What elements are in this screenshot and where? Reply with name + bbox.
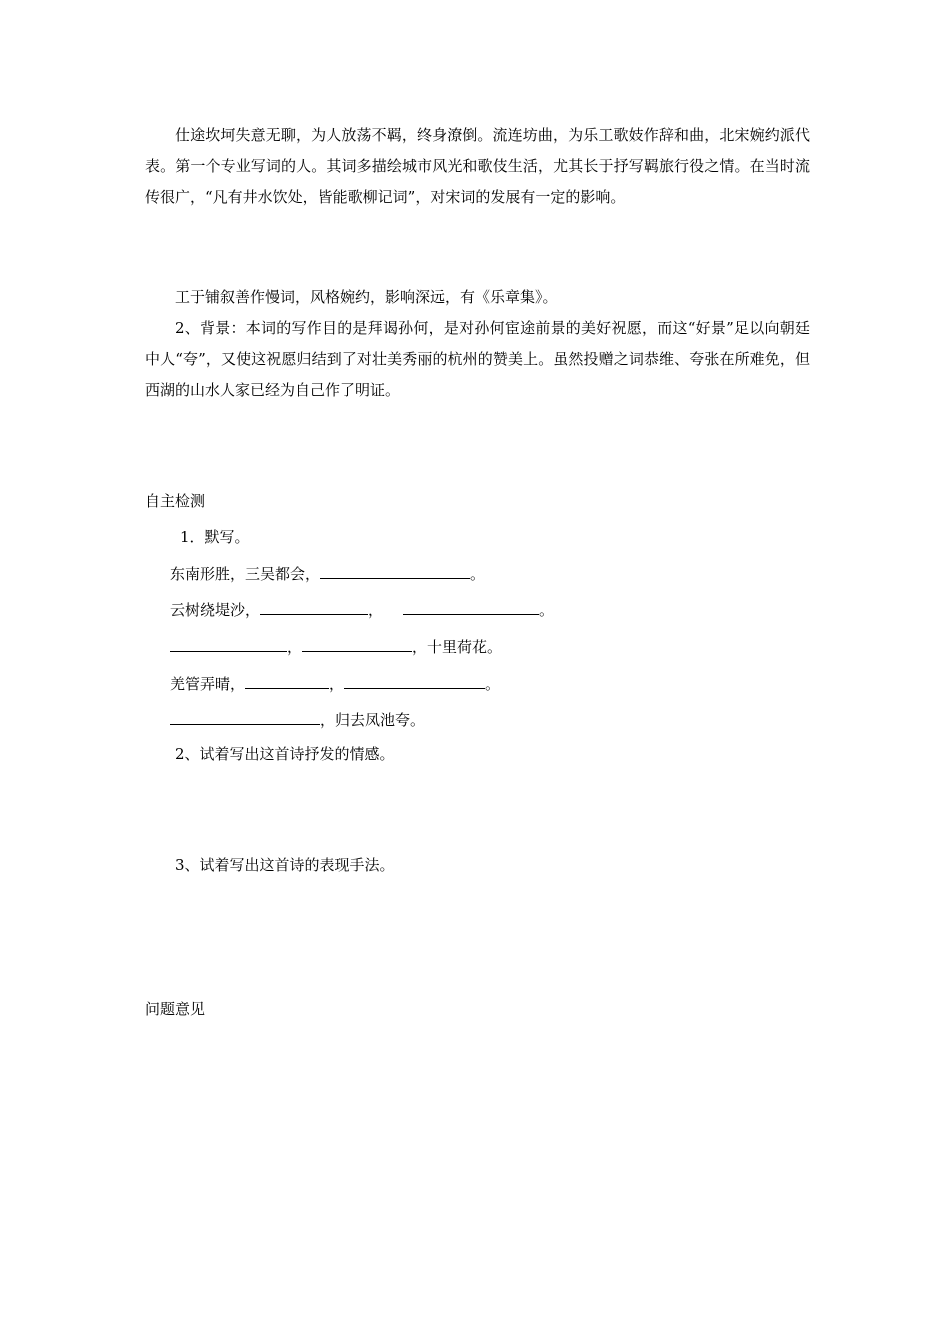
- intro-paragraph-1: 仕途坎坷失意无聊，为人放荡不羁，终身潦倒。流连坊曲，为乐工歌妓作辞和曲，北宋婉约派代表。第一个专业写词的人。其词多描绘城市风光和歌伎生活，尤其长于抒写羁旅行役之情。在当时流传很广，“凡有井水饮处，皆能歌柳记词”，对宋词的发展有一定的影响。: [145, 126, 810, 206]
- answer-blank-3[interactable]: [403, 600, 539, 615]
- fill-line-4-text: 羌管弄晴，: [170, 675, 246, 693]
- fill-line-3-sep: ，: [287, 638, 303, 656]
- fill-line-1-text: 东南形胜，三吴都会，: [170, 565, 321, 583]
- answer-blank-1[interactable]: [320, 564, 470, 579]
- fill-line-5-end: ，归去凤池夸。: [320, 711, 426, 729]
- fill-line-1: [170, 564, 485, 584]
- fill-line-4: [170, 674, 500, 694]
- answer-blank-7[interactable]: [344, 674, 485, 689]
- background-paragraph: 2、背景：本词的写作目的是拜谒孙何，是对孙何宦途前景的美好祝愿，而这“好景”足以向朝廷中人“夸”，又使这祝愿归结到了对壮美秀丽的杭州的赞美上。虽然投赠之词恭维、夸张在所难免，但西湖的山水人家已经为自己作了明证。: [145, 319, 810, 399]
- answer-blank-4[interactable]: [170, 637, 287, 652]
- answer-blank-5[interactable]: [302, 637, 412, 652]
- fill-line-2-text: 云树绕堤沙，: [170, 601, 261, 619]
- answer-blank-6[interactable]: [245, 674, 329, 689]
- fill-line-2-end: 。: [539, 601, 555, 619]
- fill-line-5: [170, 710, 425, 730]
- question-1-label: 1．默写。: [180, 528, 250, 546]
- fill-line-3-end: ，十里荷花。: [412, 638, 503, 656]
- fill-line-1-end: 。: [470, 565, 486, 583]
- fill-line-4-end: 。: [485, 675, 501, 693]
- answer-blank-8[interactable]: [170, 710, 320, 725]
- fill-line-4-sep: ，: [329, 675, 345, 693]
- fill-line-2: [170, 600, 554, 620]
- intro-paragraph-2: 工于铺叙善作慢词，风格婉约，影响深远，有《乐章集》。: [175, 288, 558, 306]
- fill-line-3: [170, 637, 502, 657]
- fill-line-2-sep: ，: [368, 601, 384, 619]
- question-3-label: 3、试着写出这首诗的表现手法。: [175, 856, 395, 874]
- answer-blank-2[interactable]: [260, 600, 368, 615]
- question-2-label: 2、试着写出这首诗抒发的情感。: [175, 745, 395, 763]
- self-check-heading: 自主检测: [145, 492, 206, 510]
- feedback-heading: 问题意见: [145, 1000, 206, 1018]
